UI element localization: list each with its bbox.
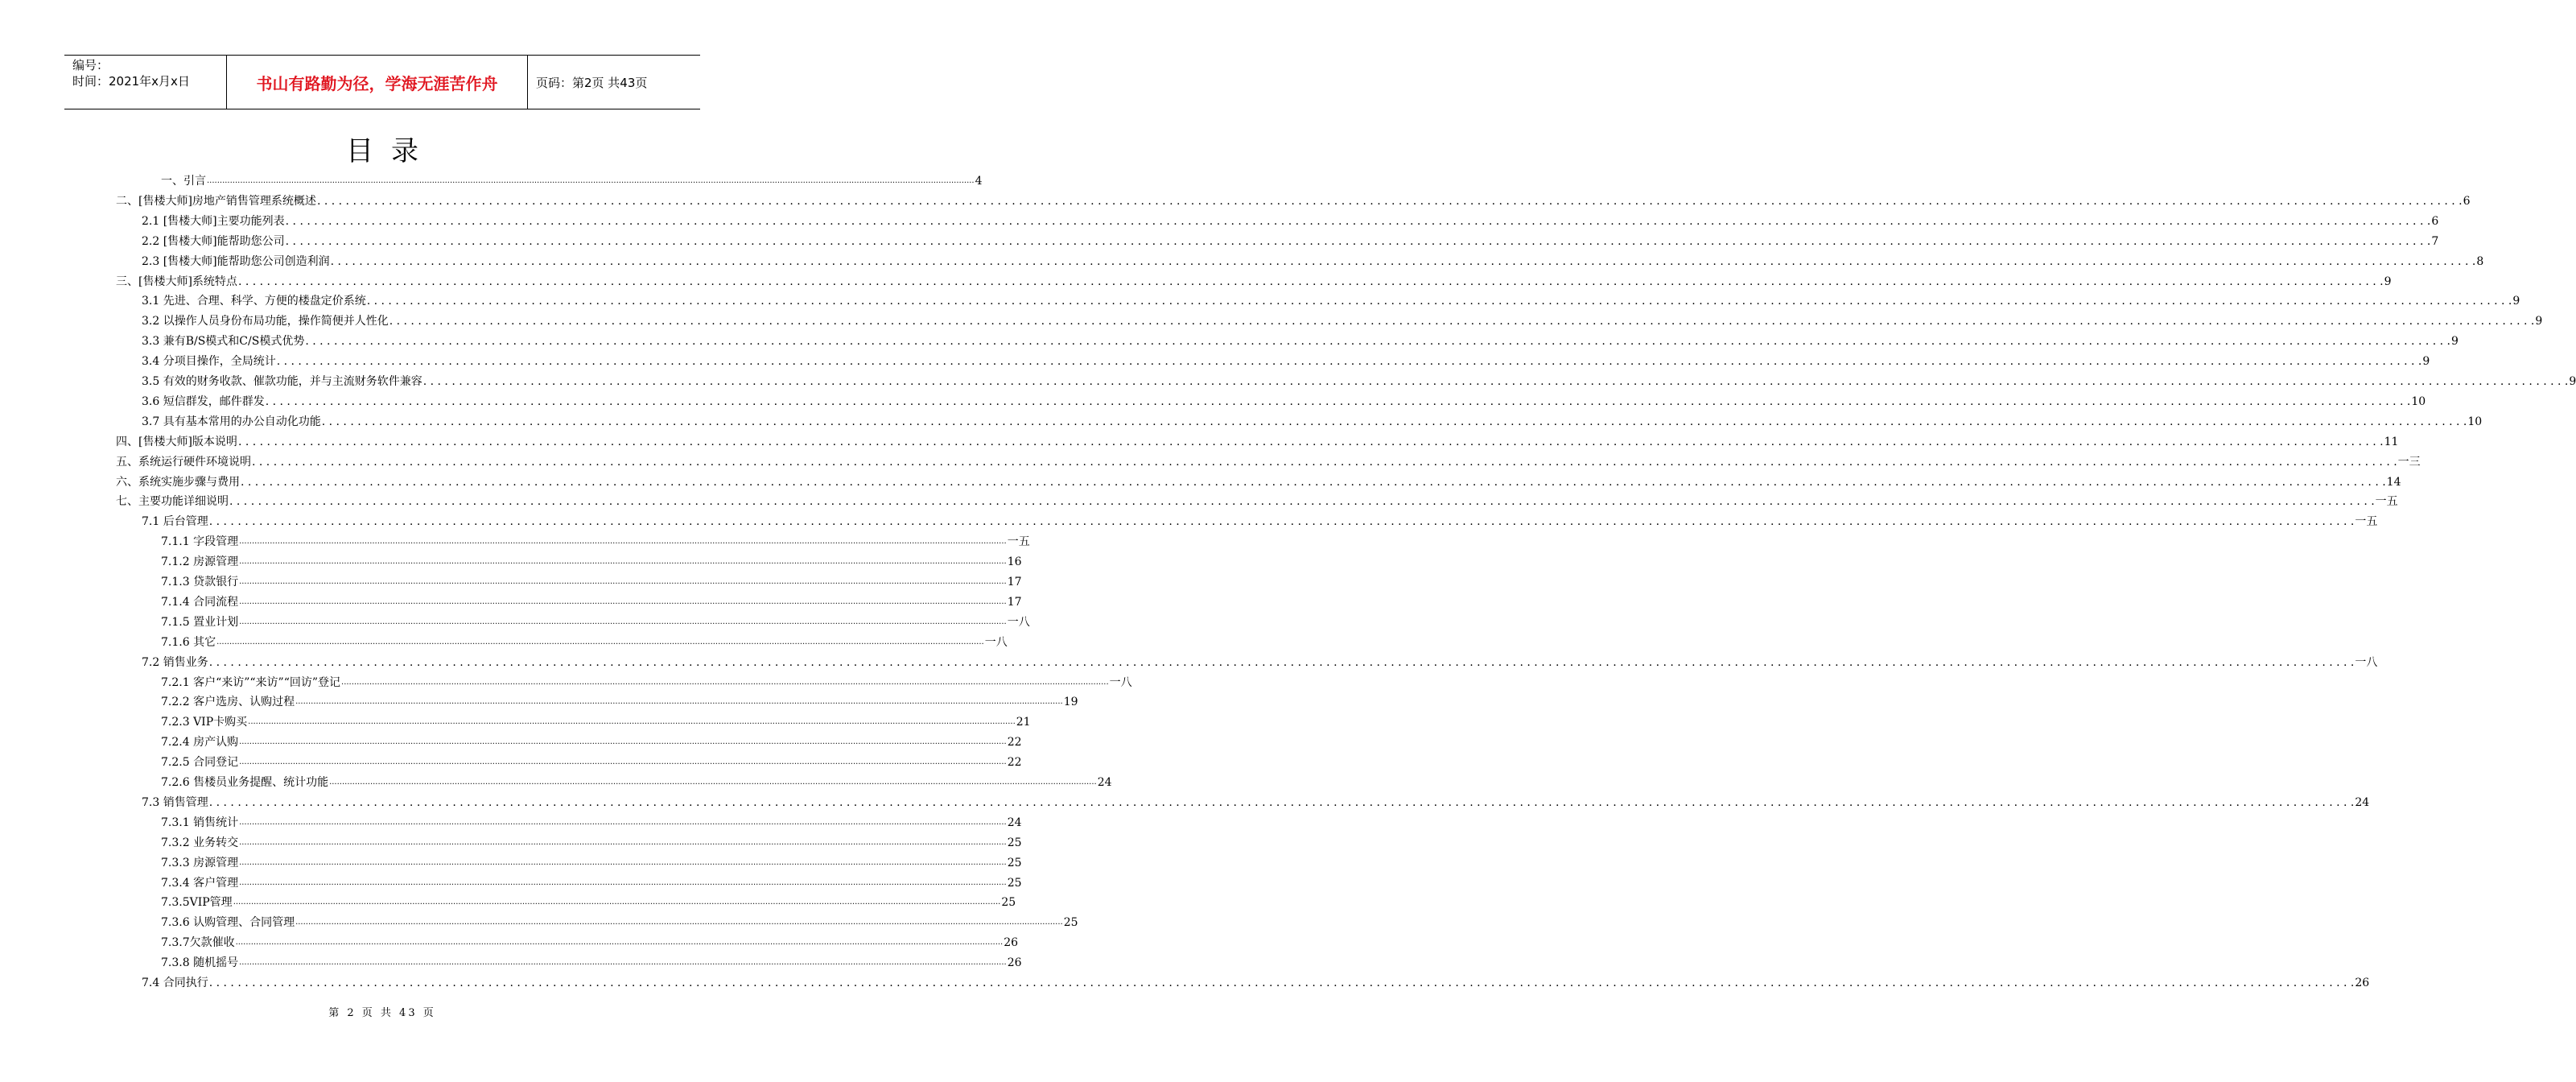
toc-entry-title: 2.2 [售楼大师]能帮助您公司 <box>142 234 285 248</box>
toc-page-number: 19 <box>1063 696 1078 709</box>
toc-page-number: 一八 <box>1109 675 1132 689</box>
toc-dot-leader: . . . . . . . . . . . . . . . . . . . . . . . . . . . . . . . . . . . . . . . . . . . . . . . . . . . . . . . . . . . . . . . . . . . . . . . . . . . . . . . . . . . . . . . . . . . . . . . . . . . . . . . . . . . . . . . . . . . . . . . . . . . . . . . . . . . . . . . . . . . . . . . . . . . . . . . . . . . . . . . . . . . . . . . . . . . . . . . . . . . . . . . . . . . . . . . . . . . . . . . . . . . . . . . . . . . . . . . . . . . . . . . . . . . . . . . . . . . . . . . . . . . . . . . . . . . . . . . . . . . . . . . . . . . . . . . . . . . . . . . . . . . . . . . . . . . . . . . . . . . . <box>389 315 2535 328</box>
header-motto: 书山有路勤为径，学海无涯苦作舟 <box>227 56 528 109</box>
toc-dot-leader: . . . . . . . . . . . . . . . . . . . . . . . . . . . . . . . . . . . . . . . . . . . . . . . . . . . . . . . . . . . . . . . . . . . . . . . . . . . . . . . . . . . . . . . . . . . . . . . . . . . . . . . . . . . . . . . . . . . . . . . . . . . . . . . . . . . . . . . . . . . . . . . . . . . . . . . . . . . . . . . . . . . . . . . . . . . . . . . . . . . . . . . . . . . . . . . . . . . . . . . . . . . . . . . . . . . . . . . . . . . . . . . . . . . . . . . . . . . . . . . . . . . . . . . . . . . . . . . . . . . . . . . . . . . . . . . . . . . . . . . . . . . . . . . . . . . . . . . . . . . . <box>330 254 2476 268</box>
toc-page-number: 25 <box>1063 916 1078 930</box>
toc-page-number: 7 <box>2431 234 2439 248</box>
toc-entry-title: 7.3.3 房源管理 <box>161 856 239 869</box>
toc-entry-title: 7.2 销售业务 <box>142 655 208 669</box>
toc-entry-title: 7.3.8 随机摇号 <box>161 956 239 970</box>
toc-dot-leader: ............................................................................................................................................................................................................................................................................................................ <box>239 857 1007 867</box>
toc-entry[interactable] <box>161 910 1078 930</box>
toc-dot-leader: . . . . . . . . . . . . . . . . . . . . . . . . . . . . . . . . . . . . . . . . . . . . . . . . . . . . . . . . . . . . . . . . . . . . . . . . . . . . . . . . . . . . . . . . . . . . . . . . . . . . . . . . . . . . . . . . . . . . . . . . . . . . . . . . . . . . . . . . . . . . . . . . . . . . . . . . . . . . . . . . . . . . . . . . . . . . . . . . . . . . . . . . . . . . . . . . . . . . . . . . . . . . . . . . . . . . . . . . . . . . . . . . . . . . . . . . . . . . . . . . . . . . . . . . . . . . . . . . . . . . . . . . . . . . . . . . . . . . . . . . . . . . . . . . . . . . . . . . . . . . <box>237 275 2384 288</box>
toc-entry[interactable] <box>142 509 2378 529</box>
toc-page-number: 24 <box>2355 795 2370 809</box>
toc-entry-title: 3.4 分项目操作，全局统计 <box>142 355 276 369</box>
toc-entry[interactable] <box>161 709 1031 729</box>
toc-dot-leader: . . . . . . . . . . . . . . . . . . . . . . . . . . . . . . . . . . . . . . . . . . . . . . . . . . . . . . . . . . . . . . . . . . . . . . . . . . . . . . . . . . . . . . . . . . . . . . . . . . . . . . . . . . . . . . . . . . . . . . . . . . . . . . . . . . . . . . . . . . . . . . . . . . . . . . . . . . . . . . . . . . . . . . . . . . . . . . . . . . . . . . . . . . . . . . . . . . . . . . . . . . . . . . . . . . . . . . . . . . . . . . . . . . . . . . . . . . . . . . . . . . . . . . . . . . . . . . . . . . . . . . . . . . . . . . . . . . . . . . . . . . . . . . . . . . . . . . . . . . . . <box>285 234 2431 248</box>
toc-dot-leader: ............................................................................................................................................................................................................................................................................................................ <box>239 617 1007 626</box>
page-footer: 第 2 页 共 43 页 <box>328 1007 436 1019</box>
toc-dot-leader: ............................................................................................................................................................................................................................................................................................................ <box>233 898 1001 907</box>
toc-entry-title: 7.1.4 合同流程 <box>161 595 239 609</box>
header-page-info: 页码：第2页 共43页 <box>536 75 648 90</box>
toc-page-number: 9 <box>2569 375 2576 388</box>
toc-entry-title: 六、系统实施步骤与费用 <box>116 475 240 489</box>
toc-entry-title: 7.4 合同执行 <box>142 977 208 989</box>
document-number-label: 编号： <box>72 58 109 72</box>
toc-page-number: 17 <box>1007 595 1022 609</box>
toc-entry[interactable] <box>161 630 1008 650</box>
toc-dot-leader: . . . . . . . . . . . . . . . . . . . . . . . . . . . . . . . . . . . . . . . . . . . . . . . . . . . . . . . . . . . . . . . . . . . . . . . . . . . . . . . . . . . . . . . . . . . . . . . . . . . . . . . . . . . . . . . . . . . . . . . . . . . . . . . . . . . . . . . . . . . . . . . . . . . . . . . . . . . . . . . . . . . . . . . . . . . . . . . . . . . . . . . . . . . . . . . . . . . . . . . . . . . . . . . . . . . . . . . . . . . . . . . . . . . . . . . . . . . . . . . . . . . . . . . . . . . . . . . . . . . . . . . . . . . . . . . . . . . . . . . . . . . . . . . . . . . . . . . . . . . . <box>237 435 2384 448</box>
toc-dot-leader: ............................................................................................................................................................................................................................................................................................................ <box>239 837 1007 847</box>
toc-entry[interactable] <box>116 469 2401 489</box>
toc-entry-title: 一、引言 <box>161 175 206 188</box>
toc-entry-title: 7.1.3 贷款银行 <box>161 576 239 588</box>
toc-entry-title: 2.1 [售楼大师]主要功能列表 <box>142 214 285 228</box>
toc-entry-title: 7.3.5VIP管理 <box>161 896 233 910</box>
toc-entry[interactable] <box>161 569 1022 589</box>
toc-entry-title: 7.1.6 其它 <box>161 635 216 649</box>
toc-entry-title: 7.2.2 客户选房、认购过程 <box>161 696 295 709</box>
toc-page-number: 一三 <box>2397 455 2421 469</box>
toc-dot-leader: ............................................................................................................................................................................................................................................................................................................ <box>239 577 1007 586</box>
toc-entry-title: 7.3.1 销售统计 <box>161 816 239 829</box>
toc-entry[interactable] <box>142 970 2370 990</box>
toc-dot-leader: . . . . . . . . . . . . . . . . . . . . . . . . . . . . . . . . . . . . . . . . . . . . . . . . . . . . . . . . . . . . . . . . . . . . . . . . . . . . . . . . . . . . . . . . . . . . . . . . . . . . . . . . . . . . . . . . . . . . . . . . . . . . . . . . . . . . . . . . . . . . . . . . . . . . . . . . . . . . . . . . . . . . . . . . . . . . . . . . . . . . . . . . . . . . . . . . . . . . . . . . . . . . . . . . . . . . . . . . . . . . . . . . . . . . . . . . . . . . . . . . . . . . . . . . . . . . . . . . . . . . . . . . . . . . . . . . . . . . . . . . . . . . . . . . . . . . . . . . . . . . <box>252 455 2397 469</box>
toc-page-number: 14 <box>2386 475 2401 489</box>
toc-entry[interactable] <box>142 369 2576 389</box>
toc-entry-title: 七、主要功能详细说明 <box>116 495 229 509</box>
toc-entry[interactable] <box>161 750 1022 770</box>
toc-dot-leader: . . . . . . . . . . . . . . . . . . . . . . . . . . . . . . . . . . . . . . . . . . . . . . . . . . . . . . . . . . . . . . . . . . . . . . . . . . . . . . . . . . . . . . . . . . . . . . . . . . . . . . . . . . . . . . . . . . . . . . . . . . . . . . . . . . . . . . . . . . . . . . . . . . . . . . . . . . . . . . . . . . . . . . . . . . . . . . . . . . . . . . . . . . . . . . . . . . . . . . . . . . . . . . . . . . . . . . . . . . . . . . . . . . . . . . . . . . . . . . . . . . . . . . . . . . . . . . . . . . . . . . . . . . . . . . . . . . . . . . . . . . . . . . . . . . . . . . . . . . . . <box>285 214 2431 228</box>
toc-page-number: 26 <box>2355 977 2370 989</box>
toc-entry-title: 三、[售楼大师]系统特点 <box>116 275 237 288</box>
toc-page-number: 一八 <box>1007 615 1030 629</box>
toc-dot-leader: ............................................................................................................................................................................................................................................................................................................ <box>239 878 1007 887</box>
toc-page-number: 6 <box>2431 214 2439 228</box>
toc-entry-title: 3.3 兼有B/S模式和C/S模式优势 <box>142 335 305 349</box>
toc-entry[interactable] <box>142 389 2426 409</box>
toc-entry[interactable] <box>161 830 1022 850</box>
toc-page-number: 一八 <box>984 635 1008 649</box>
toc-dot-leader: ............................................................................................................................................................................................................................................................................................................ <box>239 557 1007 567</box>
toc-page-number: 9 <box>2451 335 2459 349</box>
toc-dot-leader: ............................................................................................................................................................................................................................................................................................................ <box>295 697 1063 707</box>
toc-dot-leader: ............................................................................................................................................................................................................................................................................................................ <box>239 537 1007 547</box>
toc-dot-leader: . . . . . . . . . . . . . . . . . . . . . . . . . . . . . . . . . . . . . . . . . . . . . . . . . . . . . . . . . . . . . . . . . . . . . . . . . . . . . . . . . . . . . . . . . . . . . . . . . . . . . . . . . . . . . . . . . . . . . . . . . . . . . . . . . . . . . . . . . . . . . . . . . . . . . . . . . . . . . . . . . . . . . . . . . . . . . . . . . . . . . . . . . . . . . . . . . . . . . . . . . . . . . . . . . . . . . . . . . . . . . . . . . . . . . . . . . . . . . . . . . . . . . . . . . . . . . . . . . . . . . . . . . . . . . . . . . . . . . . . . . . . . . . . . . . . . . . . . . . . . <box>208 515 2355 529</box>
toc-dot-leader: . . . . . . . . . . . . . . . . . . . . . . . . . . . . . . . . . . . . . . . . . . . . . . . . . . . . . . . . . . . . . . . . . . . . . . . . . . . . . . . . . . . . . . . . . . . . . . . . . . . . . . . . . . . . . . . . . . . . . . . . . . . . . . . . . . . . . . . . . . . . . . . . . . . . . . . . . . . . . . . . . . . . . . . . . . . . . . . . . . . . . . . . . . . . . . . . . . . . . . . . . . . . . . . . . . . . . . . . . . . . . . . . . . . . . . . . . . . . . . . . . . . . . . . . . . . . . . . . . . . . . . . . . . . . . . . . . . . . . . . . . . . . . . . . . . . . . . . . . . . . <box>422 375 2569 388</box>
toc-entry-title: 7.2.1 客户“来访”“来访”“回访”登记 <box>161 675 341 689</box>
toc-entry[interactable] <box>142 209 2439 229</box>
toc-page-number: 8 <box>2476 254 2484 268</box>
toc-dot-leader: . . . . . . . . . . . . . . . . . . . . . . . . . . . . . . . . . . . . . . . . . . . . . . . . . . . . . . . . . . . . . . . . . . . . . . . . . . . . . . . . . . . . . . . . . . . . . . . . . . . . . . . . . . . . . . . . . . . . . . . . . . . . . . . . . . . . . . . . . . . . . . . . . . . . . . . . . . . . . . . . . . . . . . . . . . . . . . . . . . . . . . . . . . . . . . . . . . . . . . . . . . . . . . . . . . . . . . . . . . . . . . . . . . . . . . . . . . . . . . . . . . . . . . . . . . . . . . . . . . . . . . . . . . . . . . . . . . . . . . . . . . . . . . . . . . . . . . . . . . . . <box>366 295 2512 308</box>
toc-page-number: 26 <box>1007 956 1022 970</box>
toc-entry[interactable] <box>161 770 1112 790</box>
toc-entry-title: 二、[售楼大师]房地产销售管理系统概述 <box>116 194 316 208</box>
toc-page-number: 25 <box>1007 876 1022 890</box>
toc-entry[interactable] <box>161 950 1022 970</box>
toc-title: 目录 <box>346 135 436 167</box>
toc-entry-title: 7.3 销售管理 <box>142 795 208 809</box>
toc-entry[interactable] <box>142 308 2543 328</box>
toc-dot-leader: . . . . . . . . . . . . . . . . . . . . . . . . . . . . . . . . . . . . . . . . . . . . . . . . . . . . . . . . . . . . . . . . . . . . . . . . . . . . . . . . . . . . . . . . . . . . . . . . . . . . . . . . . . . . . . . . . . . . . . . . . . . . . . . . . . . . . . . . . . . . . . . . . . . . . . . . . . . . . . . . . . . . . . . . . . . . . . . . . . . . . . . . . . . . . . . . . . . . . . . . . . . . . . . . . . . . . . . . . . . . . . . . . . . . . . . . . . . . . . . . . . . . . . . . . . . . . . . . . . . . . . . . . . . . . . . . . . . . . . . . . . . . . . . . . . . . . . . . . . . . <box>229 495 2375 509</box>
toc-entry-title: 7.2.3 VIP卡购买 <box>161 716 248 729</box>
toc-page-number: 一五 <box>1007 535 1030 549</box>
toc-entry[interactable] <box>161 529 1030 549</box>
toc-entry-title: 7.3.6 认购管理、合同管理 <box>161 916 295 930</box>
toc-entry-title: 7.1 后台管理 <box>142 515 208 529</box>
toc-dot-leader: ............................................................................................................................................................................................................................................................................................................ <box>341 677 1109 687</box>
toc-page-number: 22 <box>1007 736 1022 750</box>
toc-entry[interactable] <box>161 168 983 188</box>
toc-entry-title: 7.2.6 售楼员业务提醒、统计功能 <box>161 776 329 789</box>
toc-dot-leader: . . . . . . . . . . . . . . . . . . . . . . . . . . . . . . . . . . . . . . . . . . . . . . . . . . . . . . . . . . . . . . . . . . . . . . . . . . . . . . . . . . . . . . . . . . . . . . . . . . . . . . . . . . . . . . . . . . . . . . . . . . . . . . . . . . . . . . . . . . . . . . . . . . . . . . . . . . . . . . . . . . . . . . . . . . . . . . . . . . . . . . . . . . . . . . . . . . . . . . . . . . . . . . . . . . . . . . . . . . . . . . . . . . . . . . . . . . . . . . . . . . . . . . . . . . . . . . . . . . . . . . . . . . . . . . . . . . . . . . . . . . . . . . . . . . . . . . . . . . . . <box>208 795 2355 809</box>
toc-dot-leader: ............................................................................................................................................................................................................................................................................................................ <box>239 817 1007 827</box>
toc-entry-title: 四、[售楼大师]版本说明 <box>116 435 237 448</box>
toc-entry[interactable] <box>116 188 2471 209</box>
toc-entry[interactable] <box>116 489 2398 509</box>
toc-page-number: 16 <box>1007 555 1022 569</box>
toc-dot-leader: . . . . . . . . . . . . . . . . . . . . . . . . . . . . . . . . . . . . . . . . . . . . . . . . . . . . . . . . . . . . . . . . . . . . . . . . . . . . . . . . . . . . . . . . . . . . . . . . . . . . . . . . . . . . . . . . . . . . . . . . . . . . . . . . . . . . . . . . . . . . . . . . . . . . . . . . . . . . . . . . . . . . . . . . . . . . . . . . . . . . . . . . . . . . . . . . . . . . . . . . . . . . . . . . . . . . . . . . . . . . . . . . . . . . . . . . . . . . . . . . . . . . . . . . . . . . . . . . . . . . . . . . . . . . . . . . . . . . . . . . . . . . . . . . . . . . . . . . . . . . <box>321 415 2467 428</box>
toc-page-number: 25 <box>1001 896 1016 910</box>
toc-entry[interactable] <box>142 409 2483 429</box>
toc-entry[interactable] <box>142 288 2520 308</box>
toc-page-number: 9 <box>2422 355 2430 369</box>
toc-dot-leader: . . . . . . . . . . . . . . . . . . . . . . . . . . . . . . . . . . . . . . . . . . . . . . . . . . . . . . . . . . . . . . . . . . . . . . . . . . . . . . . . . . . . . . . . . . . . . . . . . . . . . . . . . . . . . . . . . . . . . . . . . . . . . . . . . . . . . . . . . . . . . . . . . . . . . . . . . . . . . . . . . . . . . . . . . . . . . . . . . . . . . . . . . . . . . . . . . . . . . . . . . . . . . . . . . . . . . . . . . . . . . . . . . . . . . . . . . . . . . . . . . . . . . . . . . . . . . . . . . . . . . . . . . . . . . . . . . . . . . . . . . . . . . . . . . . . . . . . . . . . . <box>241 475 2386 489</box>
toc-page-number: 25 <box>1007 856 1022 869</box>
toc-dot-leader: ............................................................................................................................................................................................................................................................................................................ <box>248 717 1016 727</box>
toc-entry-title: 五、系统运行硬件环境说明 <box>116 455 251 469</box>
toc-dot-leader: . . . . . . . . . . . . . . . . . . . . . . . . . . . . . . . . . . . . . . . . . . . . . . . . . . . . . . . . . . . . . . . . . . . . . . . . . . . . . . . . . . . . . . . . . . . . . . . . . . . . . . . . . . . . . . . . . . . . . . . . . . . . . . . . . . . . . . . . . . . . . . . . . . . . . . . . . . . . . . . . . . . . . . . . . . . . . . . . . . . . . . . . . . . . . . . . . . . . . . . . . . . . . . . . . . . . . . . . . . . . . . . . . . . . . . . . . . . . . . . . . . . . . . . . . . . . . . . . . . . . . . . . . . . . . . . . . . . . . . . . . . . . . . . . . . . . . . . . . . . . <box>265 394 2411 408</box>
toc-entry[interactable] <box>161 890 1016 910</box>
toc-entry-title: 7.2.4 房产认购 <box>161 736 239 750</box>
toc-entry-title: 7.1.1 字段管理 <box>161 535 239 549</box>
toc-dot-leader: ............................................................................................................................................................................................................................................................................................................ <box>207 176 975 185</box>
toc-page-number: 一八 <box>2355 655 2378 669</box>
toc-entry[interactable] <box>161 689 1078 709</box>
toc-entry-title: 3.7 具有基本常用的办公自动化功能 <box>142 415 321 428</box>
toc-dot-leader: . . . . . . . . . . . . . . . . . . . . . . . . . . . . . . . . . . . . . . . . . . . . . . . . . . . . . . . . . . . . . . . . . . . . . . . . . . . . . . . . . . . . . . . . . . . . . . . . . . . . . . . . . . . . . . . . . . . . . . . . . . . . . . . . . . . . . . . . . . . . . . . . . . . . . . . . . . . . . . . . . . . . . . . . . . . . . . . . . . . . . . . . . . . . . . . . . . . . . . . . . . . . . . . . . . . . . . . . . . . . . . . . . . . . . . . . . . . . . . . . . . . . . . . . . . . . . . . . . . . . . . . . . . . . . . . . . . . . . . . . . . . . . . . . . . . . . . . . . . . . <box>305 335 2451 349</box>
page-header <box>64 55 700 109</box>
toc-page-number: 11 <box>2384 435 2399 448</box>
toc-page-number: 9 <box>2535 315 2543 328</box>
toc-dot-leader: ............................................................................................................................................................................................................................................................................................................ <box>239 597 1007 606</box>
toc-dot-leader: . . . . . . . . . . . . . . . . . . . . . . . . . . . . . . . . . . . . . . . . . . . . . . . . . . . . . . . . . . . . . . . . . . . . . . . . . . . . . . . . . . . . . . . . . . . . . . . . . . . . . . . . . . . . . . . . . . . . . . . . . . . . . . . . . . . . . . . . . . . . . . . . . . . . . . . . . . . . . . . . . . . . . . . . . . . . . . . . . . . . . . . . . . . . . . . . . . . . . . . . . . . . . . . . . . . . . . . . . . . . . . . . . . . . . . . . . . . . . . . . . . . . . . . . . . . . . . . . . . . . . . . . . . . . . . . . . . . . . . . . . . . . . . . . . . . . . . . . . . . . <box>276 355 2422 369</box>
toc-entry-title: 3.2 以操作人员身份布局功能，操作简便并人性化 <box>142 315 389 328</box>
toc-entry[interactable] <box>116 269 2392 289</box>
toc-entry[interactable] <box>161 549 1022 569</box>
toc-page-number: 21 <box>1016 716 1031 729</box>
toc-dot-leader: . . . . . . . . . . . . . . . . . . . . . . . . . . . . . . . . . . . . . . . . . . . . . . . . . . . . . . . . . . . . . . . . . . . . . . . . . . . . . . . . . . . . . . . . . . . . . . . . . . . . . . . . . . . . . . . . . . . . . . . . . . . . . . . . . . . . . . . . . . . . . . . . . . . . . . . . . . . . . . . . . . . . . . . . . . . . . . . . . . . . . . . . . . . . . . . . . . . . . . . . . . . . . . . . . . . . . . . . . . . . . . . . . . . . . . . . . . . . . . . . . . . . . . . . . . . . . . . . . . . . . . . . . . . . . . . . . . . . . . . . . . . . . . . . . . . . . . . . . . . . <box>208 977 2355 989</box>
toc-dot-leader: ............................................................................................................................................................................................................................................................................................................ <box>239 958 1007 968</box>
toc-entry-title: 7.3.7欠款催收 <box>161 936 235 950</box>
toc-page-number: 25 <box>1007 836 1022 849</box>
toc-dot-leader: ............................................................................................................................................................................................................................................................................................................ <box>239 758 1007 767</box>
toc-entry[interactable] <box>161 870 1022 890</box>
toc-dot-leader: ............................................................................................................................................................................................................................................................................................................ <box>216 637 984 646</box>
toc-page-number: 24 <box>1097 776 1112 789</box>
toc-entry[interactable] <box>142 650 2378 670</box>
toc-entry-title: 3.1 先进、合理、科学、方便的楼盘定价系统 <box>142 295 366 308</box>
toc-dot-leader: ............................................................................................................................................................................................................................................................................................................ <box>235 938 1004 948</box>
toc-entry-title: 7.3.4 客户管理 <box>161 876 239 890</box>
toc-page-number: 26 <box>1004 936 1019 950</box>
toc-page-number: 一五 <box>2355 515 2378 529</box>
toc-entry[interactable] <box>161 589 1022 609</box>
header-meta <box>64 56 227 109</box>
toc-page-number: 9 <box>2512 295 2520 308</box>
toc-entry[interactable] <box>142 349 2430 369</box>
toc-entry[interactable] <box>142 249 2484 269</box>
toc-entry-title: 3.6 短信群发，邮件群发 <box>142 394 265 408</box>
toc-page-number: 一五 <box>2375 495 2398 509</box>
toc-dot-leader: . . . . . . . . . . . . . . . . . . . . . . . . . . . . . . . . . . . . . . . . . . . . . . . . . . . . . . . . . . . . . . . . . . . . . . . . . . . . . . . . . . . . . . . . . . . . . . . . . . . . . . . . . . . . . . . . . . . . . . . . . . . . . . . . . . . . . . . . . . . . . . . . . . . . . . . . . . . . . . . . . . . . . . . . . . . . . . . . . . . . . . . . . . . . . . . . . . . . . . . . . . . . . . . . . . . . . . . . . . . . . . . . . . . . . . . . . . . . . . . . . . . . . . . . . . . . . . . . . . . . . . . . . . . . . . . . . . . . . . . . . . . . . . . . . . . . . . . . . . . . <box>316 194 2463 208</box>
toc-entry-title: 3.5 有效的财务收款、催款功能，并与主流财务软件兼容 <box>142 375 422 388</box>
toc-dot-leader: ............................................................................................................................................................................................................................................................................................................ <box>295 918 1063 927</box>
toc-entry[interactable] <box>142 790 2370 810</box>
toc-dot-leader: ............................................................................................................................................................................................................................................................................................................ <box>239 737 1007 747</box>
toc-entry[interactable] <box>161 670 1132 690</box>
toc-entry-title: 2.3 [售楼大师]能帮助您公司创造利润 <box>142 254 330 268</box>
toc-page-number: 4 <box>975 175 983 188</box>
toc-entry-title: 7.2.5 合同登记 <box>161 756 239 770</box>
toc-entry[interactable] <box>142 229 2439 249</box>
toc-page-number: 10 <box>2467 415 2483 428</box>
toc-dot-leader: ............................................................................................................................................................................................................................................................................................................ <box>329 778 1097 787</box>
toc-entry[interactable] <box>142 328 2459 349</box>
toc-entry-title: 7.1.5 置业计划 <box>161 615 239 629</box>
document-time: 时间：2021年x月x日 <box>72 74 190 89</box>
toc-entry[interactable] <box>161 810 1022 830</box>
toc-dot-leader: . . . . . . . . . . . . . . . . . . . . . . . . . . . . . . . . . . . . . . . . . . . . . . . . . . . . . . . . . . . . . . . . . . . . . . . . . . . . . . . . . . . . . . . . . . . . . . . . . . . . . . . . . . . . . . . . . . . . . . . . . . . . . . . . . . . . . . . . . . . . . . . . . . . . . . . . . . . . . . . . . . . . . . . . . . . . . . . . . . . . . . . . . . . . . . . . . . . . . . . . . . . . . . . . . . . . . . . . . . . . . . . . . . . . . . . . . . . . . . . . . . . . . . . . . . . . . . . . . . . . . . . . . . . . . . . . . . . . . . . . . . . . . . . . . . . . . . . . . . . . <box>208 655 2355 669</box>
toc-page-number: 10 <box>2411 394 2426 408</box>
toc-entry[interactable] <box>161 729 1022 750</box>
toc-entry[interactable] <box>161 850 1022 870</box>
toc-page-number: 9 <box>2384 275 2392 288</box>
toc-page-number: 24 <box>1007 816 1022 829</box>
toc-page-number: 22 <box>1007 756 1022 770</box>
toc-page-number: 6 <box>2463 194 2471 208</box>
toc-entry-title: 7.3.2 业务转交 <box>161 836 239 849</box>
toc-page-number: 17 <box>1007 576 1022 588</box>
toc-entry[interactable] <box>161 930 1019 950</box>
toc-entry-title: 7.1.2 房源管理 <box>161 555 239 569</box>
toc-entry[interactable] <box>116 449 2421 469</box>
toc-entry[interactable] <box>161 609 1030 630</box>
toc-entry[interactable] <box>116 429 2399 449</box>
